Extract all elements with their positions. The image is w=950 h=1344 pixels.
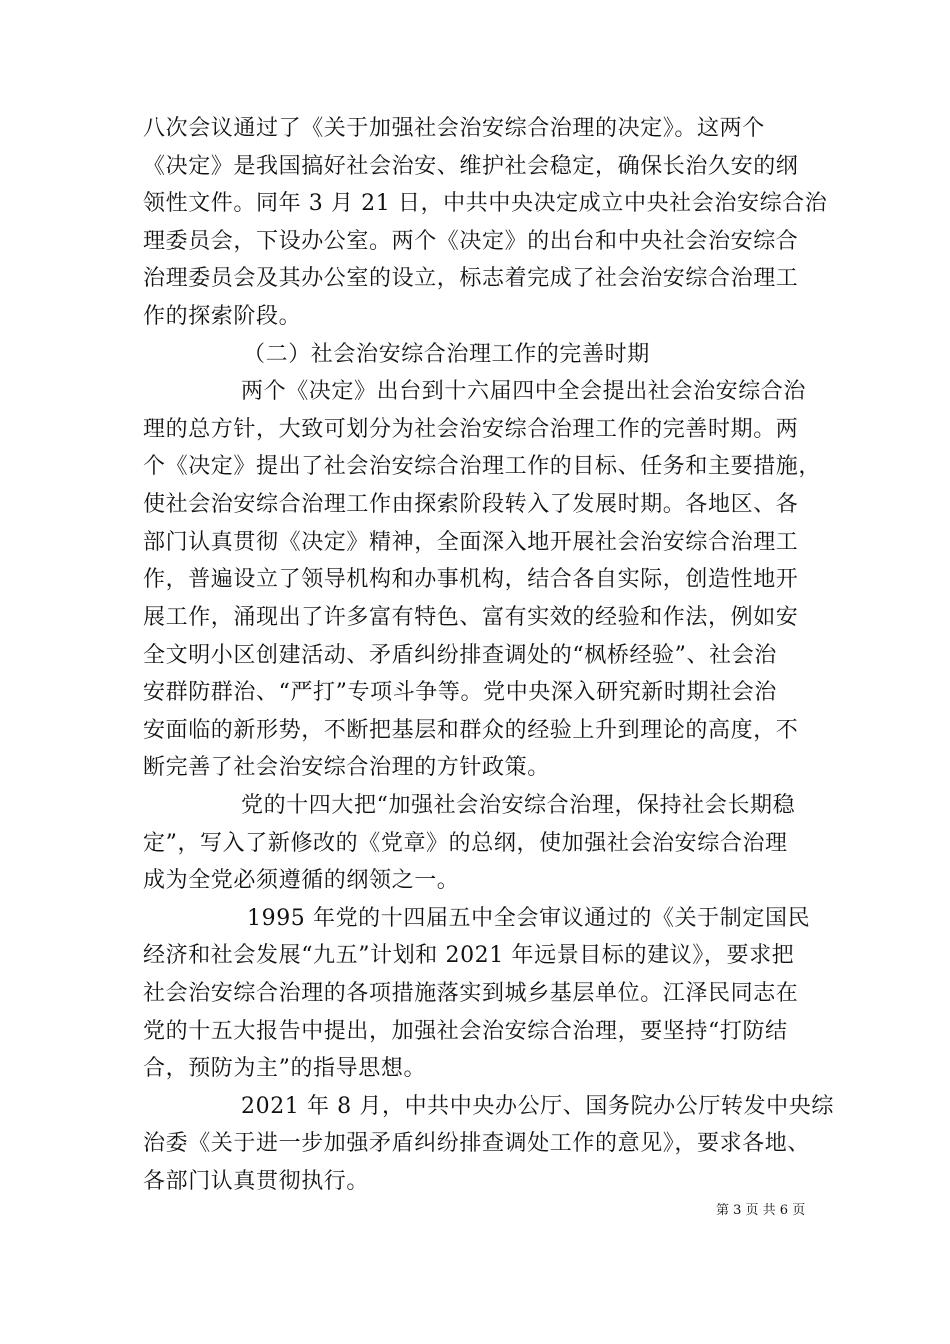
text-line: 经济和社会发展“九五”计划和 2021 年远景目标的建议》，要求把 — [143, 943, 795, 968]
text-line: 安面临的新形势，不断把基层和群众的经验上升到理论的高度，不 — [143, 718, 799, 743]
text-line: 领性文件。同年 3 月 21 日，中共中央决定成立中央社会治安综合治 — [143, 191, 828, 216]
text-line: 《决定》是我国搞好社会治安、维护社会稳定，确保长治久安的纲 — [143, 154, 799, 179]
text-line: 两个《决定》出台到十六届四中全会提出社会治安综合治 — [241, 379, 807, 404]
text-line: 全文明小区创建活动、矛盾纠纷排查调处的“枫桥经验”、社会治 — [143, 643, 777, 668]
text-line: 治委《关于进一步加强矛盾纠纷排查调处工作的意见》，要求各地、 — [143, 1131, 811, 1156]
text-line: 安群防群治、“严打”专项斗争等。党中央深入研究新时期社会治 — [143, 680, 777, 705]
section-heading: （二）社会治安综合治理工作的完善时期 — [243, 342, 650, 367]
text-line: 2021 年 8 月，中共中央办公厅、国务院办公厅转发中央综 — [241, 1094, 834, 1119]
text-line: 八次会议通过了《关于加强社会治安综合治理的决定》。这两个 — [143, 116, 765, 141]
text-line: 成为全党必须遵循的纲领之一。 — [143, 868, 460, 893]
text-line: 断完善了社会治安综合治理的方针政策。 — [143, 755, 550, 780]
text-line: 治理委员会及其办公室的设立，标志着完成了社会治安综合治理工 — [143, 266, 799, 291]
text-line: 党的十四大把“加强社会治安综合治理，保持社会长期稳 — [241, 793, 796, 818]
text-line: 展工作，涌现出了许多富有特色、富有实效的经验和作法，例如安 — [143, 605, 799, 630]
text-line: 各部门认真贯彻执行。 — [143, 1169, 370, 1194]
text-line: 作，普遍设立了领导机构和办事机构，结合各自实际，创造性地开 — [143, 567, 799, 592]
page-number: 第 3 页 共 6 页 — [716, 1203, 806, 1218]
text-line: 作的探索阶段。 — [143, 304, 302, 329]
text-line: 部门认真贯彻《决定》精神，全面深入地开展社会治安综合治理工 — [143, 530, 799, 555]
text-line: 社会治安综合治理的各项措施落实到城乡基层单位。江泽民同志在 — [143, 981, 799, 1006]
text-line: 理委员会，下设办公室。两个《决定》的出台和中央社会治安综合 — [143, 229, 799, 254]
text-line: 合，预防为主”的指导思想。 — [143, 1056, 427, 1081]
text-line: 1995 年党的十四届五中全会审议通过的《关于制定国民 — [247, 906, 811, 931]
text-line: 使社会治安综合治理工作由探索阶段转入了发展时期。各地区、各 — [143, 492, 799, 517]
text-line: 定”，写入了新修改的《党章》的总纲，使加强社会治安综合治理 — [143, 831, 788, 856]
text-line: 理的总方针，大致可划分为社会治安综合治理工作的完善时期。两 — [143, 417, 799, 442]
text-line: 个《决定》提出了社会治安综合治理工作的目标、任务和主要措施， — [143, 454, 822, 479]
text-line: 党的十五大报告中提出，加强社会治安综合治理，要坚持“打防结 — [143, 1019, 788, 1044]
